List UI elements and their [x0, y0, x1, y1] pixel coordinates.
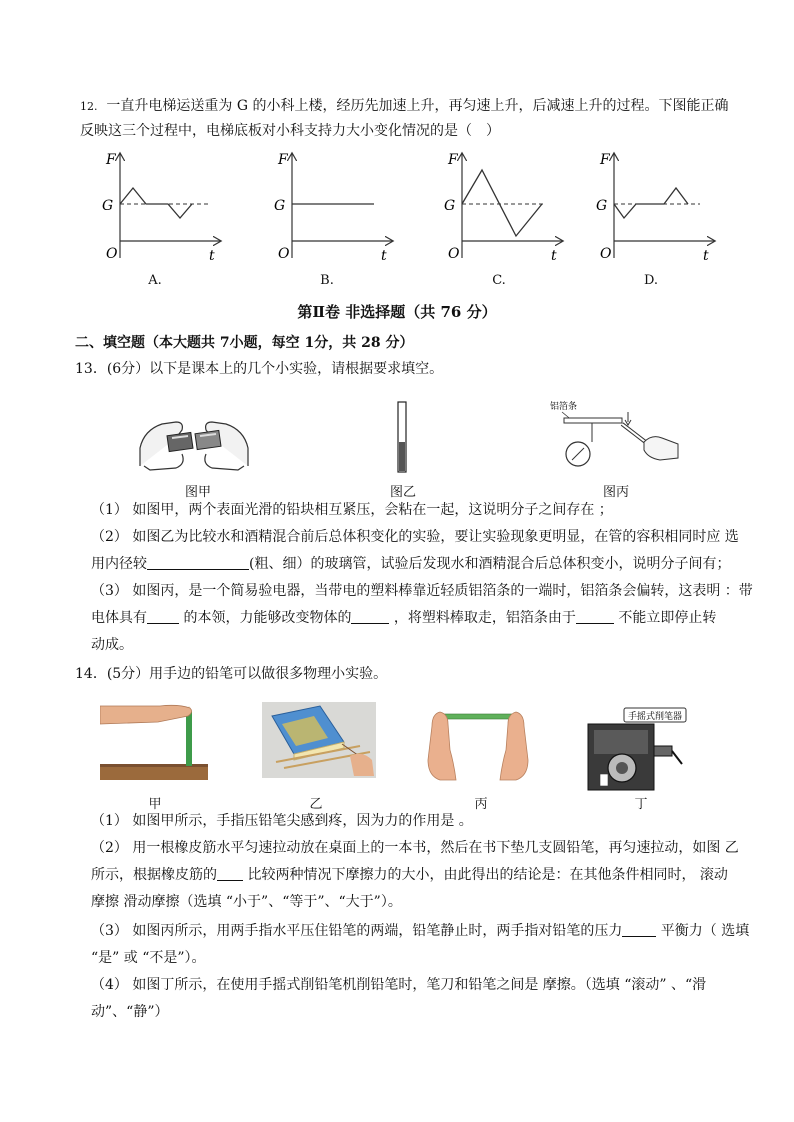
graph-b-label: B. [320, 273, 334, 288]
q14-sub1: （1） 如图甲所示，手指压铅笔尖感到疼，因为力的作用是 。 [91, 813, 473, 829]
graph-c [438, 148, 568, 266]
q12-line2: 反映这三个过程中，电梯底板对小科支持力大小变化情况的是（ ） [80, 123, 500, 139]
q14-sub3-pre: （3） 如图丙所示，用两手指水平压住铅笔的两端，铅笔静止时，两手指对铅笔的压力 [91, 923, 623, 939]
axis-f-label: F [448, 152, 458, 168]
section2-title: 二、填空题（本大题共 7小题，每空 1分，共 28 分） [75, 335, 414, 351]
fig-14-ding-label: 丁 [634, 797, 648, 812]
origin-label: O [278, 246, 290, 262]
q13-sub3-part1: 电体具有 [91, 610, 147, 626]
graph-d [590, 148, 720, 266]
axis-t-label: t [381, 248, 387, 264]
q14-sub2-line1: （2） 用一根橡皮筋水平匀速拉动放在桌面上的一本书，然后在书下垫几支圆铅笔，再匀速拉动，如图 乙 [91, 840, 739, 856]
origin-label: O [448, 246, 460, 262]
q14-sub3-post: 平衡力（ 选填 [656, 923, 750, 939]
fig-14-ding-sharpener [578, 704, 690, 794]
q13-sub3-line1: （3） 如图丙，是一个简易验电器，当带电的塑料棒靠近轻质铝箔条的一端时，铝箔条会偏转，这表明 ：带 [91, 583, 753, 599]
q14-sub3-line2: “是” 或 “不是”）。 [91, 950, 206, 966]
q14-sub2-post: 比较两种情况下摩擦力的大小，由此得出的结论是：在其他条件相同时， 滚动 [243, 867, 728, 883]
graph-b [268, 148, 398, 266]
fig-14-yi-book-on-pencils [262, 702, 376, 778]
g-label: G [274, 198, 286, 214]
fig-14-bing-fingers-pencil [426, 704, 530, 782]
q12-number: 12. [80, 100, 98, 113]
fig-yi-glass-tube [395, 400, 409, 474]
g-label: G [444, 198, 456, 214]
blank-balanced-force[interactable] [622, 922, 656, 937]
axis-t-label: t [551, 248, 557, 264]
axis-t-label: t [209, 248, 215, 264]
q13-sub3-part3: ，将塑料棒取走，铝箔条由于 [389, 610, 576, 626]
q13-sub3-line3: 动成。 [91, 637, 133, 653]
fig-bing-electroscope [548, 398, 684, 470]
force-curve [462, 170, 542, 236]
axis-f-label: F [600, 152, 610, 168]
graph-c-label: C. [492, 273, 506, 288]
q13-sub2-pre: 用内径较 [91, 556, 147, 572]
q14-sub2-line2 [91, 865, 728, 885]
q13-sub2-line1: （2） 如图乙为比较水和酒精混合前后总体积变化的实验，要让实验现象更明显，在管的容积相同时应 选 [91, 529, 739, 545]
fig-bing-label: 图丙 [602, 485, 629, 500]
q13-sub3-part4: 不能立即停止转 [613, 610, 717, 626]
blank-force-effect[interactable] [351, 609, 389, 624]
fig-14-yi-label: 乙 [309, 797, 323, 812]
graph-a-label: A. [148, 273, 162, 288]
blank-tube-width[interactable] [147, 555, 249, 570]
fig-yi-label: 图乙 [389, 485, 416, 500]
q13-sub3-part2: 的本领，力能够改变物体的 [179, 610, 352, 626]
fig-jia-label: 图甲 [184, 485, 211, 500]
origin-label: O [600, 246, 612, 262]
q14-sub4-line1: （4） 如图丁所示，在使用手摇式削铅笔机削铅笔时，笔刀和铅笔之间是 摩擦。（选填 “滚动” 、“滑 [91, 977, 707, 993]
q14-intro: 14．(5分）用手边的铅笔可以做很多物理小实验。 [75, 666, 388, 682]
g-label: G [102, 198, 114, 214]
sharpener-sign: 手摇式削笔器 [628, 712, 683, 722]
q13-sub1: （1） 如图甲，两个表面光滑的铅块相互紧压，会粘在一起，这说明分子之间存在 ； [91, 502, 613, 518]
q13-sub2-line2 [91, 554, 730, 574]
q14-sub3-line1 [91, 921, 749, 941]
q14-sub4-line2: 动”、“静”） [91, 1004, 169, 1020]
q13-intro: 13．(6分）以下是课本上的几个小实验，请根据要求填空。 [75, 361, 444, 377]
graph-a [96, 148, 226, 266]
axis-f-label: F [278, 152, 288, 168]
fig-14-jia-finger-pencil [100, 700, 208, 780]
fig-14-bing-label: 丙 [474, 797, 488, 812]
foil-strip-caption: 铝箔条 [550, 402, 578, 412]
q12-text-1: 一直升电梯运送重为 G 的小科上楼，经历先加速上升，再匀速上升，后减速上升的过程。下图能正确 [106, 98, 729, 114]
q14-sub2-line3: 摩擦 滑动摩擦（选填 “小于”、“等于”、“大于”）。 [91, 894, 402, 910]
part2-title: 第Ⅱ卷 非选择题（共 76 分） [297, 303, 497, 321]
axis-f-label: F [106, 152, 116, 168]
axis-t-label: t [703, 248, 709, 264]
blank-inertia[interactable] [576, 609, 614, 624]
q13-sub3-line2 [91, 608, 716, 628]
force-curve [614, 188, 688, 218]
q12-line1 [80, 96, 729, 117]
q13-sub2-post: (粗、细）的玻璃管，试验后发现水和酒精混合后总体积变小，说明分子间有； [249, 556, 731, 572]
force-curve [120, 188, 192, 218]
g-label: G [596, 198, 608, 214]
graph-d-label: D. [643, 273, 659, 288]
blank-rubber-band[interactable] [217, 866, 243, 881]
q14-sub2-pre: 所示，根据橡皮筋的 [91, 867, 217, 883]
fig-jia-hands-lead-blocks [136, 408, 252, 474]
blank-charged-ability[interactable] [147, 609, 179, 624]
origin-label: O [106, 246, 118, 262]
fig-14-jia-label: 甲 [148, 797, 162, 812]
